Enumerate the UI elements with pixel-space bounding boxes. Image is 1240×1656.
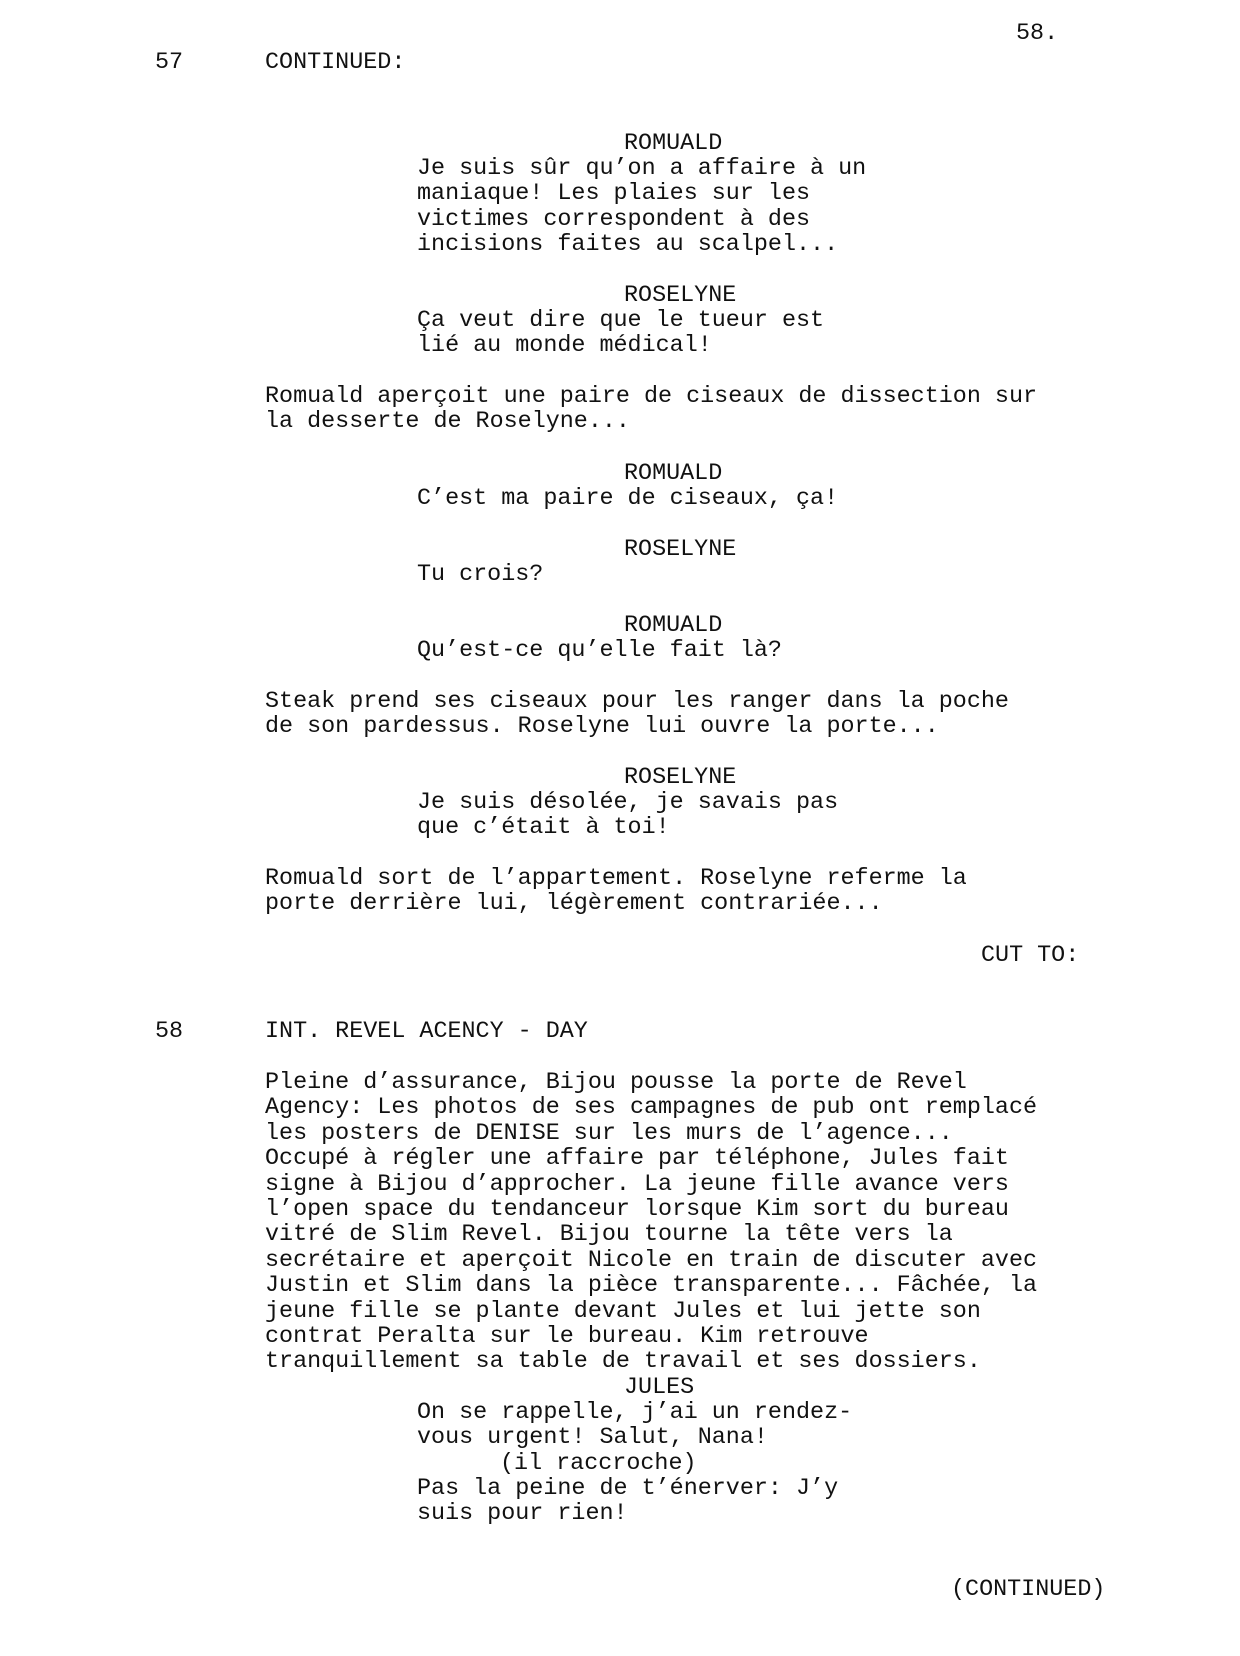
action-line: Romuald sort de l’appartement. Roselyne referme la [265, 866, 967, 892]
action-line: signe à Bijou d’approcher. La jeune fille avance vers [265, 1171, 1009, 1198]
dialogue [417, 639, 782, 664]
transition-cut-to: CUT TO: [981, 943, 1080, 969]
dialogue-line: suis pour rien! [417, 1501, 628, 1528]
dialogue-line: Tu crois? [417, 562, 544, 588]
action-line: Agency: Les photos de ses campagnes de pub ont remplacé [265, 1095, 1038, 1122]
action-line: Steak prend ses ciseaux pour les ranger dans la poche [265, 689, 1009, 715]
dialogue-line: On se rappelle, j’ai un rendez- [417, 1400, 853, 1426]
character-name: ROMUALD [624, 131, 723, 157]
parenthetical: (il raccroche) [500, 1451, 697, 1477]
dialogue-line: victimes correspondent à des [417, 206, 811, 233]
dialogue [417, 1401, 852, 1452]
character-name: ROSELYNE [624, 537, 737, 563]
scene-number-57: 57 [155, 50, 184, 76]
action-line: tranquillement sa table de travail et ses dossiers. [265, 1349, 981, 1376]
action-paragraph [265, 690, 1009, 741]
dialogue-line: Ça veut dire que le tueur est [417, 308, 825, 334]
dialogue-line: que c’était à toi! [417, 815, 670, 842]
dialogue-line: incisions faites au scalpel... [417, 232, 839, 259]
action-line: la desserte de Roselyne... [265, 409, 630, 436]
character-name: ROMUALD [624, 613, 723, 639]
dialogue [417, 1477, 838, 1528]
dialogue-line: lié au monde médical! [417, 333, 712, 360]
action-line: de son pardessus. Roselyne lui ouvre la porte... [265, 714, 939, 741]
character-name: ROSELYNE [624, 283, 737, 309]
dialogue-line: Je suis sûr qu’on a affaire à un [417, 156, 867, 182]
dialogue-line: Qu’est-ce qu’elle fait là? [417, 638, 782, 664]
action-line: porte derrière lui, légèrement contrariée... [265, 891, 883, 918]
dialogue-line: maniaque! Les plaies sur les [417, 181, 811, 208]
character-name: ROSELYNE [624, 765, 737, 791]
action-line: l’open space du tendanceur lorsque Kim sort du bureau [265, 1196, 1009, 1223]
character-name: ROMUALD [624, 461, 723, 487]
dialogue [417, 309, 824, 360]
dialogue [417, 157, 866, 259]
action-line: Romuald aperçoit une paire de ciseaux de dissection sur [265, 384, 1038, 410]
dialogue-line: Je suis désolée, je savais pas [417, 790, 839, 816]
scene-heading: INT. REVEL ACENCY - DAY [265, 1019, 588, 1045]
dialogue-line: Pas la peine de t’énerver: J’y [417, 1476, 839, 1502]
scene-number-58: 58 [155, 1019, 184, 1045]
action-line: les posters de DENISE sur les murs de l’agence... [265, 1120, 953, 1147]
action-line: jeune fille se plante devant Jules et lui jette son [265, 1298, 981, 1325]
action-paragraph [265, 1071, 1037, 1376]
dialogue-line: vous urgent! Salut, Nana! [417, 1425, 768, 1452]
action-line: contrat Peralta sur le bureau. Kim retrouve [265, 1323, 869, 1350]
dialogue-line: C’est ma paire de ciseaux, ça! [417, 486, 839, 512]
dialogue [417, 791, 838, 842]
page-number: 58. [1016, 21, 1059, 47]
dialogue [417, 487, 838, 512]
action-line: secrétaire et aperçoit Nicole en train de discuter avec [265, 1247, 1038, 1274]
action-line: Occupé à régler une affaire par téléphone, Jules fait [265, 1146, 1009, 1173]
dialogue [417, 563, 543, 588]
action-paragraph [265, 385, 1037, 436]
action-line: Justin et Slim dans la pièce transparente... Fâchée, la [265, 1273, 1038, 1300]
character-name: JULES [624, 1375, 695, 1401]
footer-continued: (CONTINUED) [951, 1577, 1106, 1603]
action-line: vitré de Slim Revel. Bijou tourne la tête vers la [265, 1222, 953, 1249]
action-line: Pleine d’assurance, Bijou pousse la porte de Revel [265, 1070, 967, 1096]
scene-heading-continued: CONTINUED: [265, 50, 406, 76]
action-paragraph [265, 867, 967, 918]
